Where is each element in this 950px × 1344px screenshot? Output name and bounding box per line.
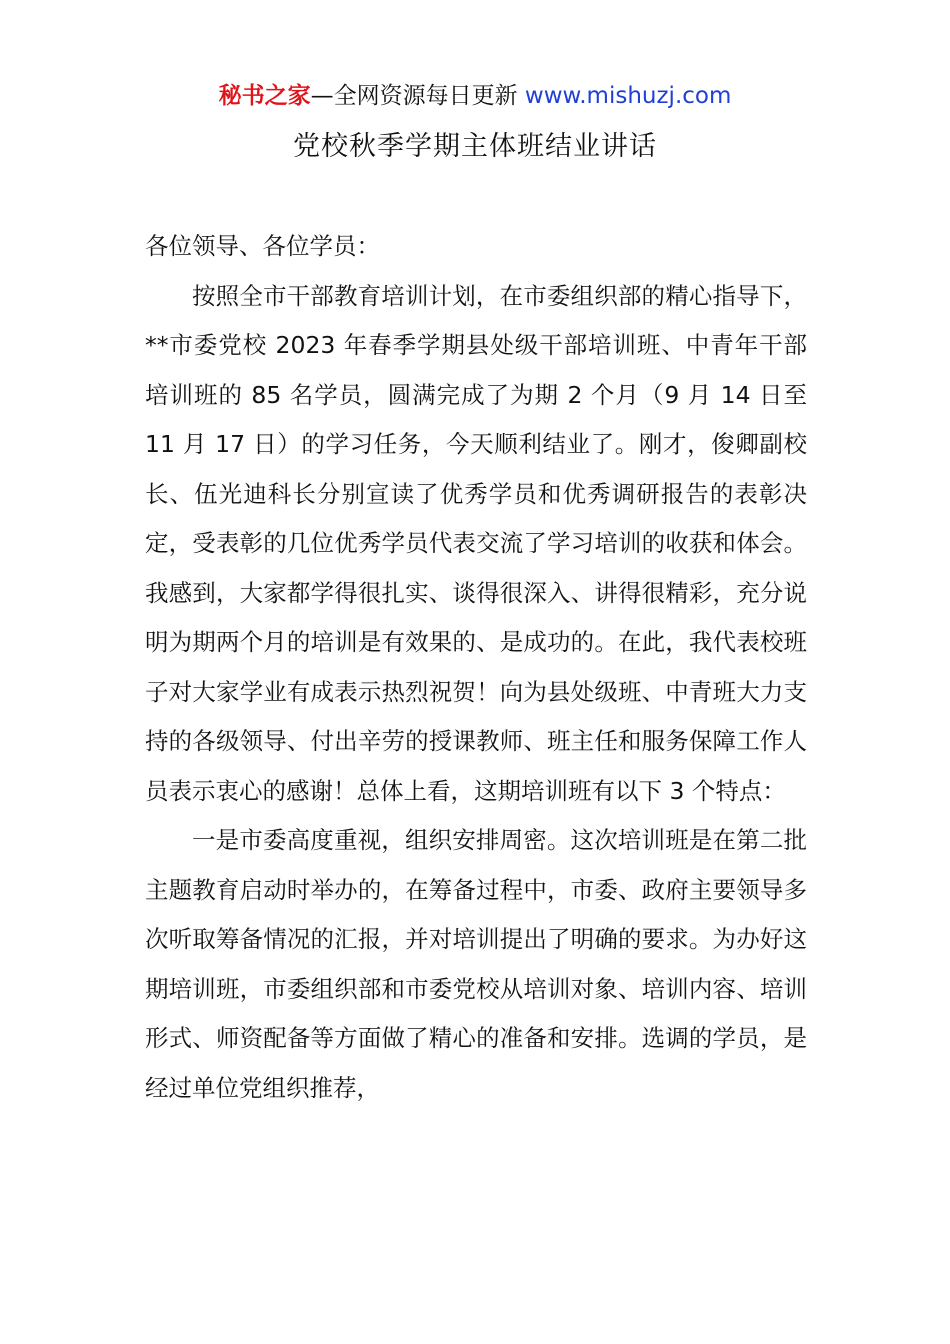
paragraph-intro: 按照全市干部教育培训计划，在市委组织部的精心指导下，**市委党校 2023 年春季学期县处级干部培训班、中青年干部培训班的 85 名学员，圆满完成了为期 2 个月（9 月 14 日至 11 月 17 日）的学习任务，今天顺利结业了。刚才，俊卿副校长、伍光迪科长分别宣读了优秀学员和优秀调研报告的表彰决定，受表彰的几位优秀学员代表交流了学习培训的收获和体会。我感到，大家都学得很扎实、谈得很深入、讲得很精彩，充分说明为期两个月的培训是有效果的、是成功的。在此，我代表校班子对大家学业有成表示热烈祝贺！向为县处级班、中青班大力支持的各级领导、付出辛劳的授课教师、班主任和服务保障工作人员表示衷心的感谢！总体上看，这期培训班有以下 3 个特点： (145, 281, 807, 805)
site-tagline: —全网资源每日更新 (310, 83, 518, 109)
site-url-link[interactable]: www.mishuzj.com (524, 83, 732, 109)
salutation: 各位领导、各位学员： (145, 232, 380, 260)
paragraph-point-one: 一是市委高度重视，组织安排周密。这次培训班是在第二批主题教育启动时举办的，在筹备过程中，市委、政府主要领导多次听取筹备情况的汇报，并对培训提出了明确的要求。为办好这期培训班，市委组织部和市委党校从培训对象、培训内容、培训形式、师资配备等方面做了精心的准备和安排。选调的学员，是经过单位党组织推荐， (145, 826, 807, 1102)
site-header (0, 80, 950, 112)
document-title: 党校秋季学期主体班结业讲话 (293, 131, 657, 162)
brand-name: 秘书之家 (218, 83, 311, 109)
document-body (145, 222, 807, 1113)
